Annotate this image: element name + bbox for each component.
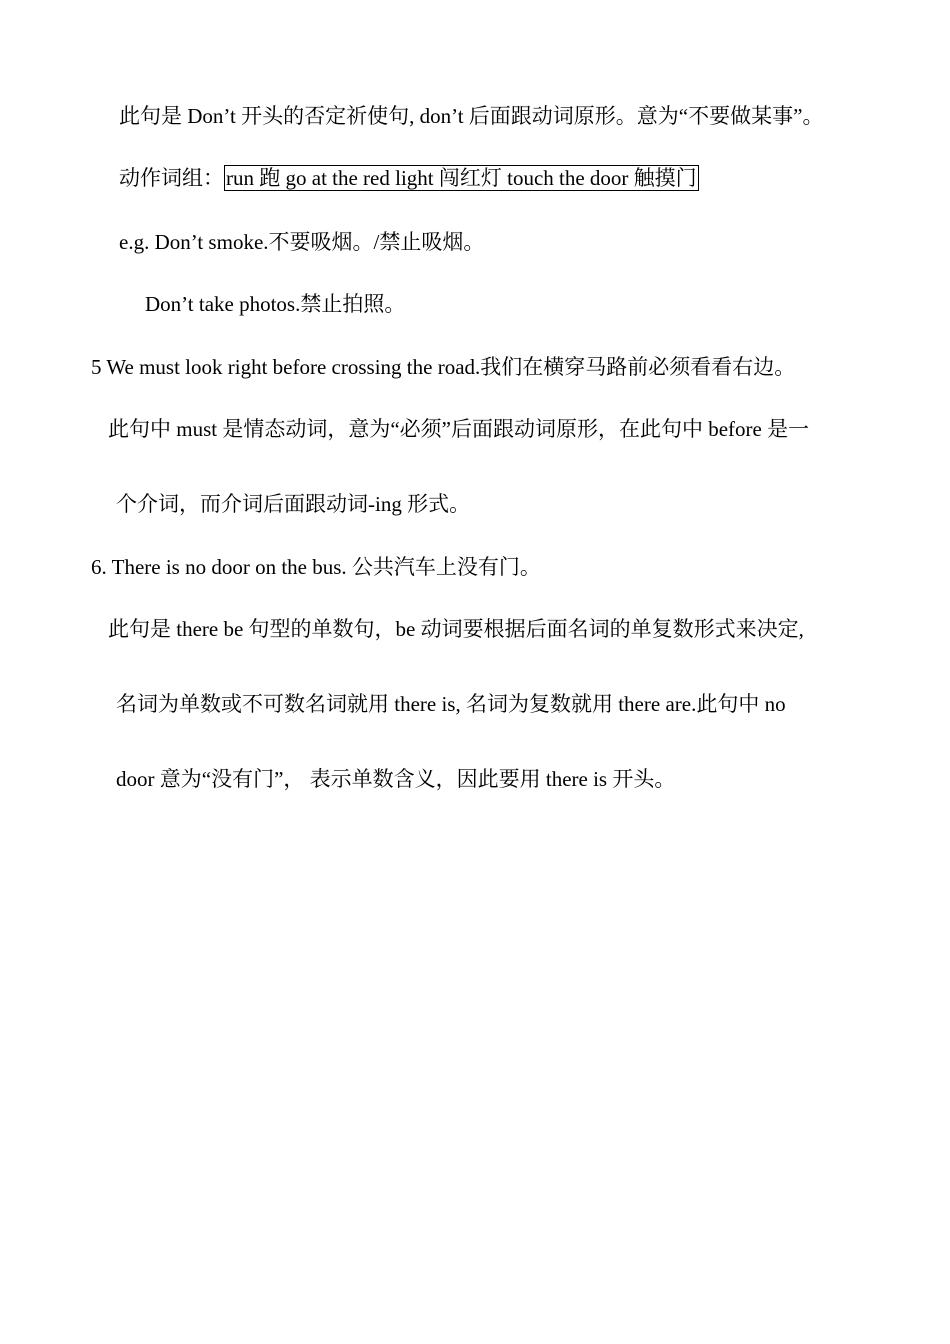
- text-line-must-explanation: 此句中 must 是情态动词，意为“必须”后面跟动词原形，在此句中 before 是一: [108, 417, 810, 441]
- text-line-item-6: 6. There is no door on the bus. 公共汽车上没有门。: [91, 555, 541, 579]
- text-line-item-5: 5 We must look right before crossing the road.我们在横穿马路前必须看看右边。: [91, 355, 796, 379]
- text-line-there-is-are-rule: 名词为单数或不可数名词就用 there is, 名词为复数就用 there are.此句中 no: [116, 692, 786, 716]
- text-line-there-be-explanation: 此句是 there be 句型的单数句，be 动词要根据后面名词的单复数形式来决定,: [108, 617, 804, 641]
- text-line-imperative-rule: 此句是 Don’t 开头的否定祈使句, don’t 后面跟动词原形。意为“不要做某事”。: [119, 104, 824, 128]
- action-phrases-box: run 跑 go at the red light 闯红灯 touch the door 触摸门: [226, 166, 697, 190]
- text-line-example-smoke: e.g. Don’t smoke.不要吸烟。/禁止吸烟。: [119, 230, 485, 254]
- text-line-action-phrases: [119, 164, 699, 192]
- text-line-example-photos: Don’t take photos.禁止拍照。: [145, 292, 406, 316]
- text-line-no-door-explanation: door 意为“没有门”， 表示单数含义，因此要用 there is 开头。: [116, 767, 676, 791]
- text-line-preposition-explanation: 个介词，而介词后面跟动词-ing 形式。: [116, 492, 471, 516]
- action-phrases-label: 动作词组：: [119, 166, 224, 190]
